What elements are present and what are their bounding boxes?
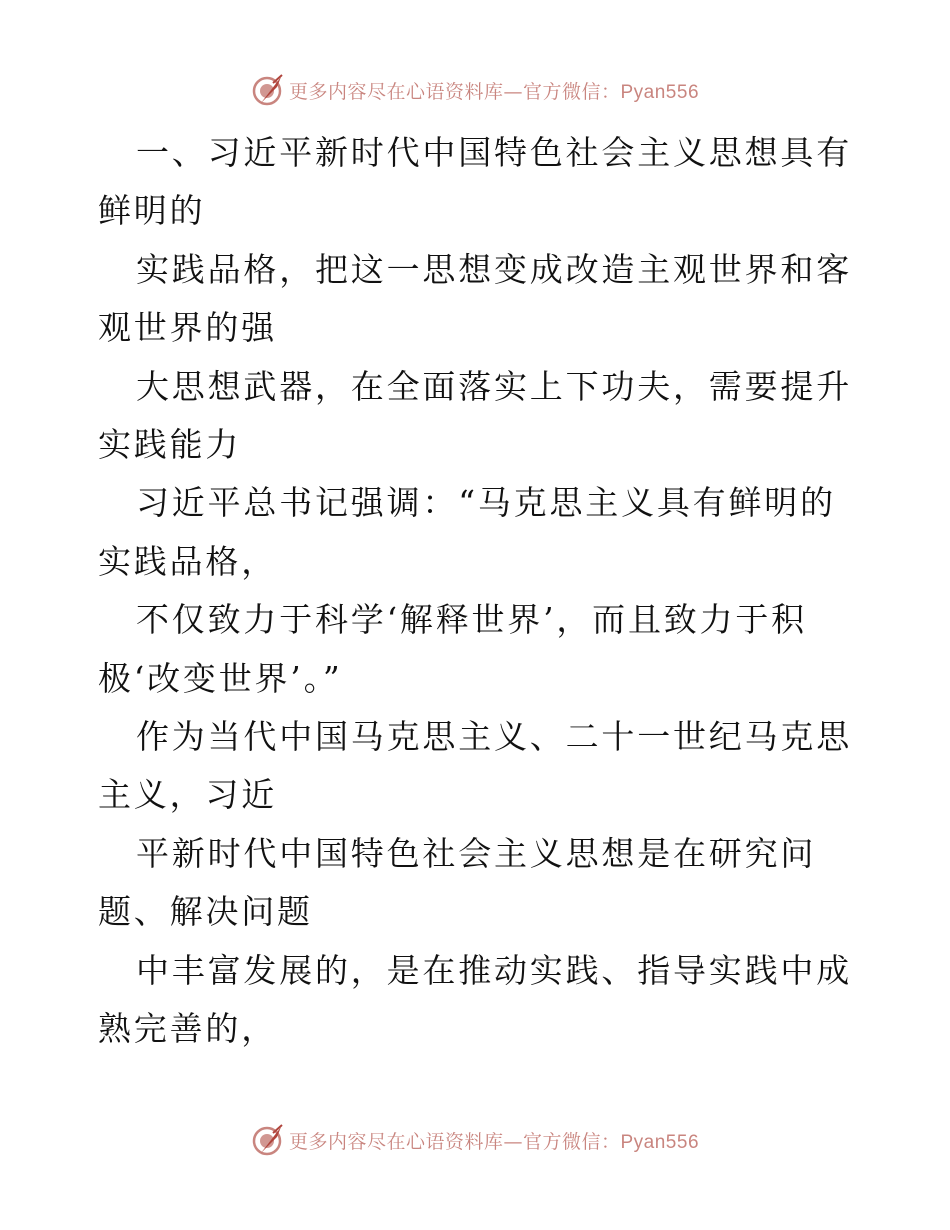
paragraph-8: 中丰富发展的，是在推动实践、指导实践中成熟完善的，: [98, 950, 852, 1049]
watermark-wechat-id: Pyan556: [620, 1131, 700, 1153]
paragraph-4: 习近平总书记强调：“马克思主义具有鲜明的实践品格，: [98, 483, 836, 581]
paragraph-2: 实践品格，把这一思想变成改造主观世界和客观世界的强: [98, 249, 852, 348]
footer-watermark: [0, 1120, 950, 1160]
watermark-text: 更多内容尽在心语资料库—官方微信：Pyan556: [288, 80, 700, 103]
watermark-text: 更多内容尽在心语资料库—官方微信：Pyan556: [288, 1130, 700, 1153]
paragraph-1: 一、习近平新时代中国特色社会主义思想具有鲜明的: [98, 133, 852, 231]
quill-seal-icon: [251, 1123, 285, 1157]
paragraph-7: 平新时代中国特色社会主义思想是在研究问题、解决问题: [98, 833, 817, 932]
header-watermark: [0, 70, 950, 110]
paragraph-3: 大思想武器，在全面落实上下功夫，需要提升实践能力: [98, 366, 852, 465]
watermark-wechat-id: Pyan556: [620, 81, 700, 103]
paragraph-6: 作为当代中国马克思主义、二十一世纪马克思主义，习近: [98, 717, 852, 815]
document-body: [98, 124, 858, 1059]
paragraph-5: 不仅致力于科学‘解释世界’，而且致力于积极‘改变世界’。”: [98, 600, 807, 698]
quill-seal-icon: [251, 73, 285, 107]
